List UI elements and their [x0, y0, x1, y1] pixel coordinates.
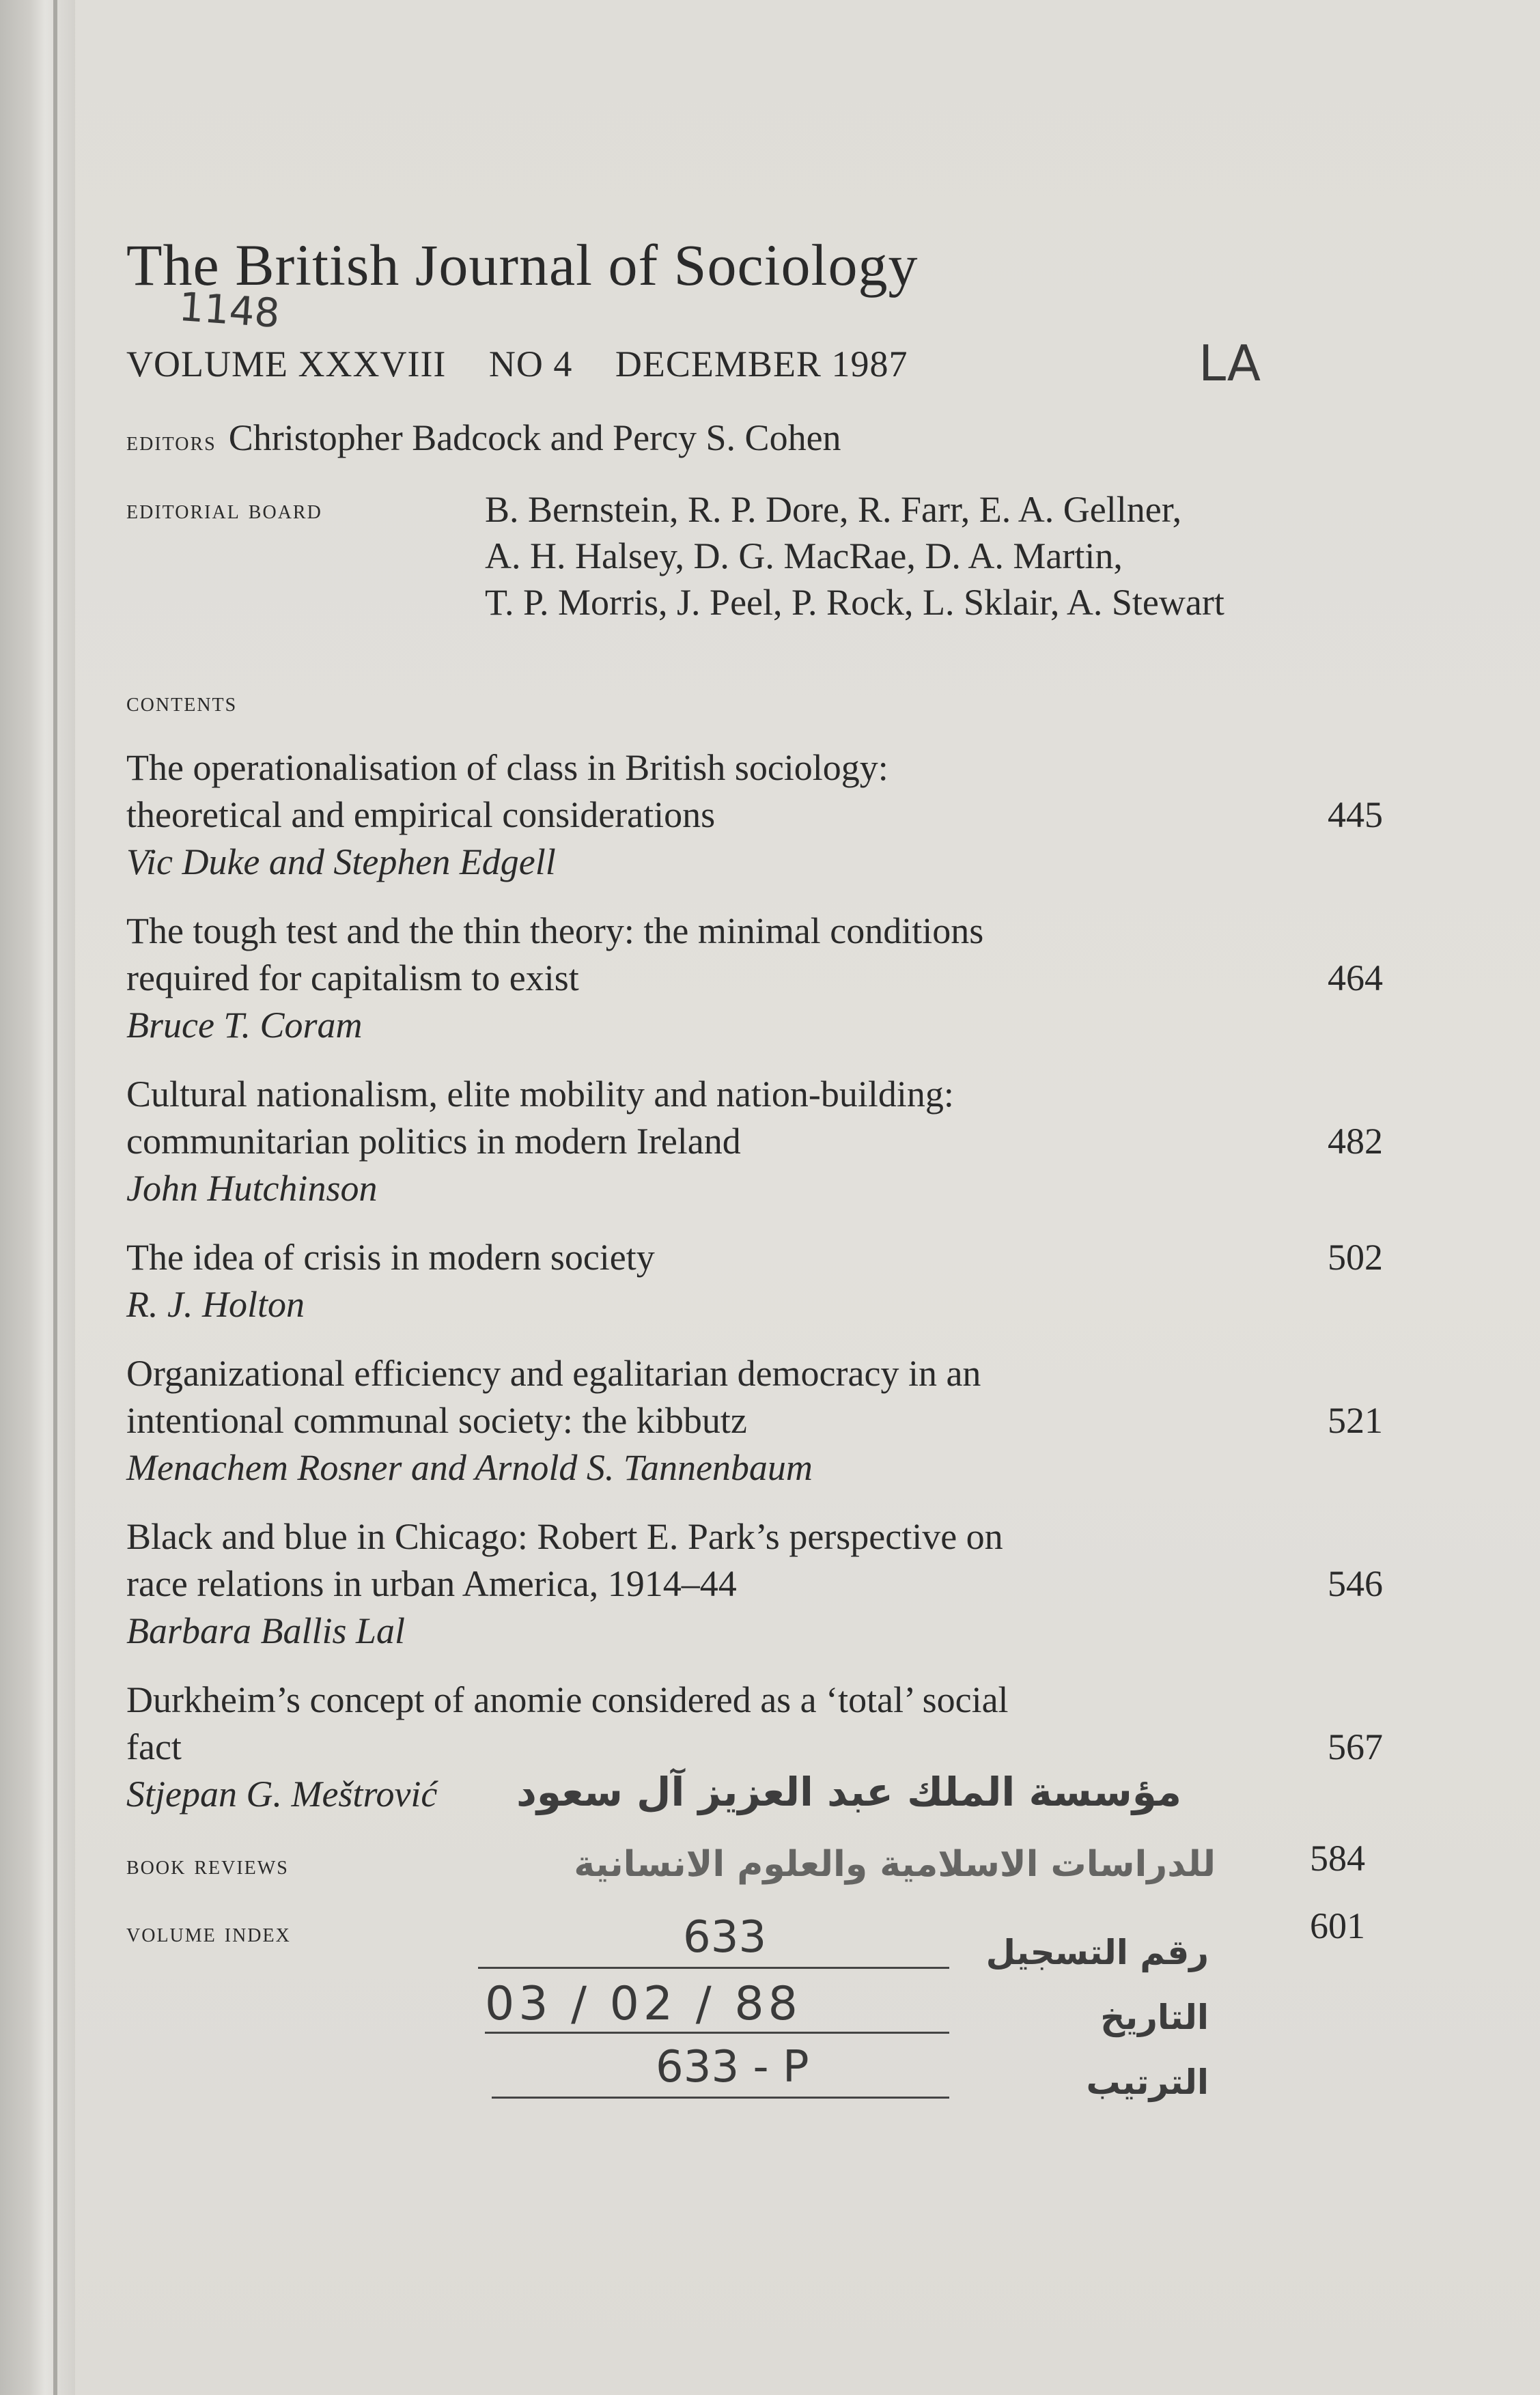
- volume-index-page: 601: [1310, 1905, 1365, 1946]
- issue-line: [126, 343, 940, 385]
- article-title-line: required for capitalism to exist: [126, 957, 579, 998]
- article-author: Vic Duke and Stephen Edgell: [126, 841, 556, 882]
- toc-entry: [126, 908, 1383, 1049]
- article-page-number: 445: [1328, 794, 1383, 835]
- board-line: A. H. Halsey, D. G. MacRae, D. A. Martin,: [485, 535, 1123, 576]
- stamp-line-2: للدراسات الاسلامية والعلوم الانسانية: [574, 1844, 1216, 1885]
- article-page-number: 546: [1328, 1563, 1383, 1604]
- toc-entry: [126, 1350, 1383, 1491]
- binding-edge: [53, 0, 57, 2395]
- article-title-line: Organizational efficiency and egalitarian democracy in an: [126, 1353, 981, 1394]
- article-title-line: fact: [126, 1726, 182, 1767]
- article-page-number: 464: [1328, 957, 1383, 998]
- book-reviews-page: 584: [1310, 1838, 1365, 1879]
- toc-entry: [126, 1513, 1383, 1655]
- stamp-value-1: 633: [683, 1912, 767, 1963]
- editorial-board-members: [485, 486, 1224, 626]
- article-title-line: theoretical and empirical considerations: [126, 794, 716, 835]
- toc-entry: [126, 1071, 1383, 1212]
- article-title-line: The tough test and the thin theory: the minimal conditions: [126, 910, 984, 951]
- toc-entry: [126, 1234, 1383, 1328]
- article-page-number: 482: [1328, 1121, 1383, 1162]
- stamp-rule: [478, 1967, 949, 1969]
- handwritten-note-corner: LA: [1199, 335, 1261, 392]
- article-title-line: Cultural nationalism, elite mobility and nation-building:: [126, 1074, 954, 1115]
- book-reviews-label: book reviews: [126, 1849, 289, 1880]
- editors-line: [126, 417, 841, 459]
- journal-title: The British Journal of Sociology: [126, 232, 919, 298]
- article-title-line: Durkheim’s concept of anomie considered as a ‘total’ social: [126, 1679, 1009, 1720]
- volume-number: VOLUME XXXVIII: [126, 344, 447, 384]
- article-author: Bruce T. Coram: [126, 1005, 363, 1046]
- article-title-line: The operationalisation of class in British sociology:: [126, 747, 888, 788]
- stamp-label-3: الترتيب: [1086, 2062, 1209, 2102]
- stamp-line-1: مؤسسة الملك عبد العزيز آل سعود: [516, 1769, 1181, 1815]
- issue-number: NO 4: [488, 344, 573, 384]
- stamp-rule: [492, 2097, 949, 2099]
- article-title-line: intentional communal society: the kibbutz: [126, 1400, 747, 1441]
- issue-date: DECEMBER 1987: [615, 344, 908, 384]
- article-page-number: 502: [1328, 1237, 1383, 1278]
- stamp-label-1: رقم التسجيل: [985, 1933, 1209, 1972]
- toc-entry: [126, 744, 1383, 886]
- handwritten-note-title: 1148: [177, 283, 281, 337]
- book-binding: [0, 0, 75, 2395]
- editors-names: Christopher Badcock and Percy S. Cohen: [228, 417, 841, 458]
- stamp-label-2: التاريخ: [1100, 1998, 1209, 2037]
- stamp-value-3: 633 - P: [656, 2042, 809, 2092]
- article-page-number: 521: [1328, 1400, 1383, 1441]
- contents-heading: contents: [126, 686, 238, 717]
- board-line: B. Bernstein, R. P. Dore, R. Farr, E. A. Gellner,: [485, 489, 1182, 530]
- editors-label: editors: [126, 425, 216, 456]
- article-author: R. J. Holton: [126, 1284, 305, 1325]
- article-title-line: race relations in urban America, 1914–44: [126, 1563, 737, 1604]
- article-author: Stjepan G. Meštrović: [126, 1774, 438, 1815]
- article-title-line: Black and blue in Chicago: Robert E. Park’s perspective on: [126, 1516, 1003, 1557]
- article-author: Barbara Ballis Lal: [126, 1610, 406, 1651]
- stamp-value-2: 03 / 02 / 88: [485, 1977, 802, 2031]
- article-author: John Hutchinson: [126, 1168, 378, 1209]
- board-line: T. P. Morris, J. Peel, P. Rock, L. Sklair, A. Stewart: [485, 582, 1224, 623]
- article-page-number: 567: [1328, 1726, 1383, 1767]
- editorial-board-label: editorial board: [126, 494, 322, 524]
- stamp-rule: [485, 2032, 949, 2034]
- table-of-contents: [126, 744, 1383, 1840]
- volume-index-label: volume index: [126, 1917, 291, 1948]
- article-author: Menachem Rosner and Arnold S. Tannenbaum: [126, 1447, 813, 1488]
- article-title-line: communitarian politics in modern Ireland: [126, 1121, 741, 1162]
- article-title-line: The idea of crisis in modern society: [126, 1237, 655, 1278]
